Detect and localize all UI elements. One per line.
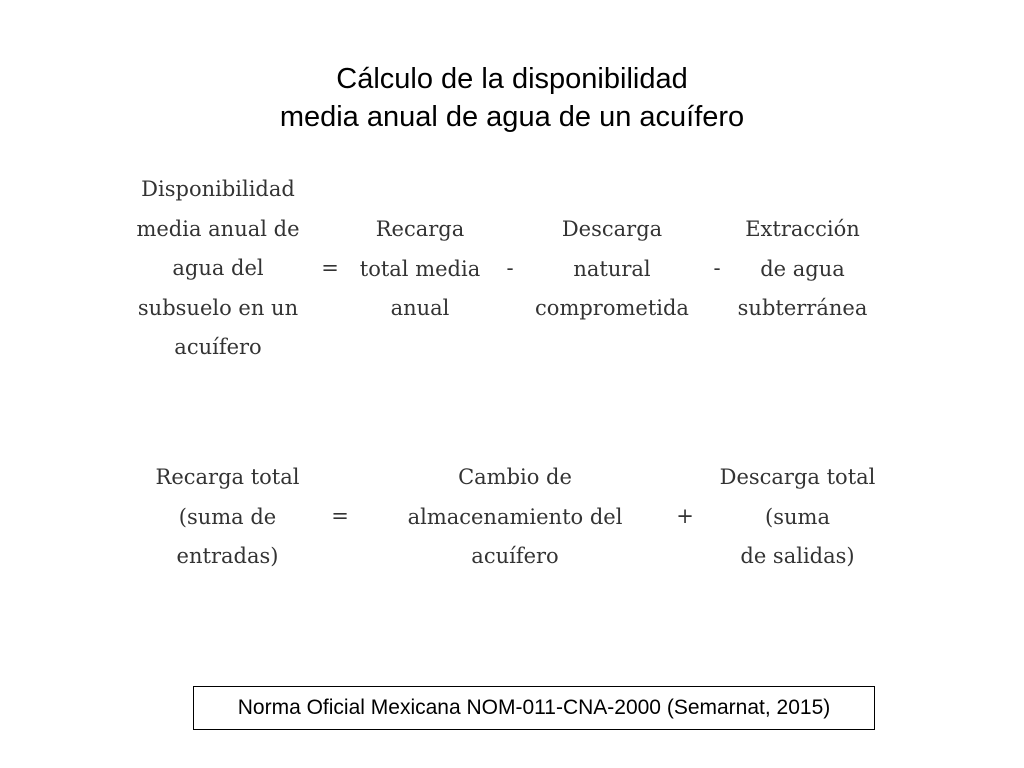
term-recarga-total-media-anual: [345, 210, 495, 329]
term-line: subsuelo en un: [137, 295, 299, 320]
reference-citation: Norma Oficial Mexicana NOM-011-CNA-2000 (Semarnat, 2015): [237, 696, 831, 719]
slide-title: [0, 60, 1024, 136]
term-line: Descarga: [561, 217, 663, 241]
term-descarga-natural-comprometida: [522, 210, 702, 329]
term-line: media anual de: [136, 216, 300, 241]
slide-title-line-2: media anual de agua de un acuífero: [279, 101, 745, 133]
term-line: Recarga: [375, 217, 465, 241]
equals-operator: =: [321, 256, 339, 280]
minus-operator: -: [506, 256, 514, 280]
term-line: Descarga total: [719, 465, 876, 489]
minus-operator: -: [713, 256, 721, 280]
reference-box: [193, 686, 875, 730]
term-line: Extracción: [745, 217, 860, 241]
term-line: (suma: [765, 504, 830, 529]
term-line: agua del: [172, 256, 264, 280]
term-line: anual: [390, 296, 450, 320]
term-line: subterránea: [737, 296, 868, 320]
term-line: natural: [573, 256, 651, 281]
slide-title-line-1: Cálculo de la disponibilidad: [336, 63, 688, 95]
term-cambio-almacenamiento: [385, 458, 645, 577]
equals-operator: =: [331, 504, 349, 528]
term-disponibilidad: [120, 170, 316, 368]
plus-operator: +: [676, 504, 694, 528]
term-line: acuífero: [174, 335, 262, 359]
term-line: de agua: [760, 256, 845, 281]
term-line: de salidas): [740, 544, 855, 568]
term-line: Recarga total: [155, 465, 300, 489]
term-descarga-total: [705, 458, 890, 577]
term-line: entradas): [176, 544, 279, 568]
term-line: acuífero: [471, 544, 559, 568]
term-recarga-total: [135, 458, 320, 577]
term-line: Cambio de: [458, 465, 572, 489]
term-line: comprometida: [535, 296, 689, 320]
term-extraccion-agua-subterranea: [725, 210, 880, 329]
term-line: (suma de: [178, 504, 277, 529]
term-line: almacenamiento del: [407, 504, 623, 529]
term-line: Disponibilidad: [141, 177, 295, 201]
term-line: total media: [359, 256, 481, 281]
